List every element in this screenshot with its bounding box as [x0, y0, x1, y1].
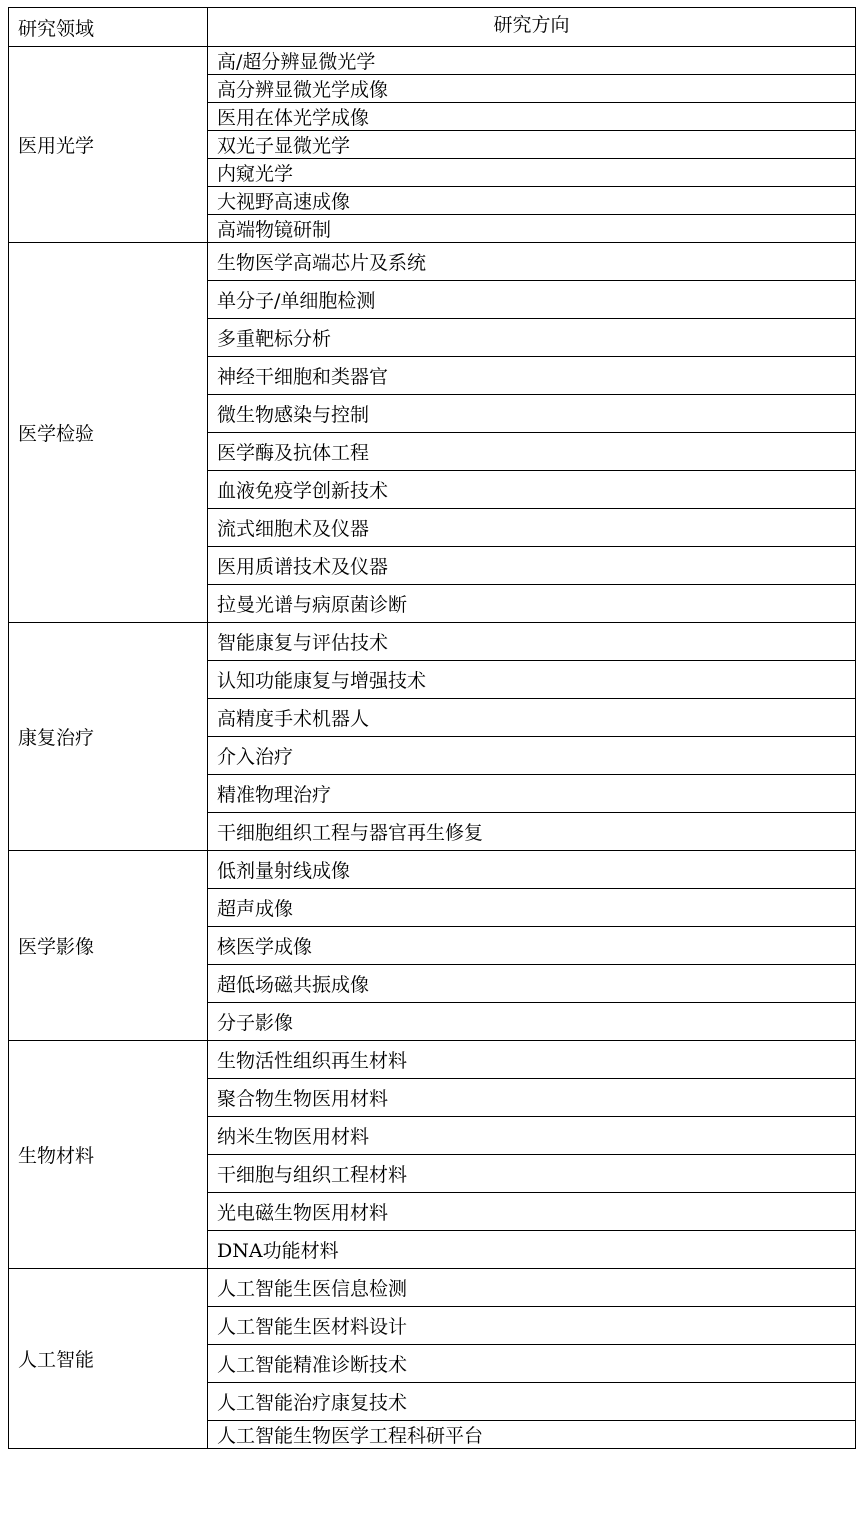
direction-cell: 多重靶标分析 [208, 319, 856, 357]
direction-cell: DNA功能材料 [208, 1231, 856, 1269]
direction-cell: 低剂量射线成像 [208, 851, 856, 889]
header-row [9, 8, 856, 47]
direction-cell: 血液免疫学创新技术 [208, 471, 856, 509]
table-row [9, 1041, 856, 1079]
direction-cell: 干细胞与组织工程材料 [208, 1155, 856, 1193]
table-row [9, 851, 856, 889]
header-direction: 研究方向 [208, 8, 856, 47]
direction-cell: 生物医学高端芯片及系统 [208, 243, 856, 281]
direction-cell: 介入治疗 [208, 737, 856, 775]
direction-cell: 聚合物生物医用材料 [208, 1079, 856, 1117]
table-row [9, 623, 856, 661]
field-cell-ai: 人工智能 [9, 1269, 208, 1449]
direction-cell: 双光子显微光学 [208, 131, 856, 159]
direction-cell: 认知功能康复与增强技术 [208, 661, 856, 699]
direction-cell: 单分子/单细胞检测 [208, 281, 856, 319]
research-table [8, 7, 856, 1449]
direction-cell: 光电磁生物医用材料 [208, 1193, 856, 1231]
header-field: 研究领域 [9, 8, 208, 47]
table-row [9, 47, 856, 75]
direction-cell: 人工智能生医材料设计 [208, 1307, 856, 1345]
field-cell-medical-imaging: 医学影像 [9, 851, 208, 1041]
direction-cell: 拉曼光谱与病原菌诊断 [208, 585, 856, 623]
direction-cell: 智能康复与评估技术 [208, 623, 856, 661]
direction-cell: 神经干细胞和类器官 [208, 357, 856, 395]
direction-cell: 超低场磁共振成像 [208, 965, 856, 1003]
direction-cell: 人工智能生物医学工程科研平台 [208, 1421, 856, 1449]
field-cell-medical-testing: 医学检验 [9, 243, 208, 623]
direction-cell: 核医学成像 [208, 927, 856, 965]
direction-cell: 大视野高速成像 [208, 187, 856, 215]
direction-cell: 分子影像 [208, 1003, 856, 1041]
direction-cell: 高/超分辨显微光学 [208, 47, 856, 75]
direction-cell: 高精度手术机器人 [208, 699, 856, 737]
direction-cell: 医学酶及抗体工程 [208, 433, 856, 471]
direction-cell: 人工智能治疗康复技术 [208, 1383, 856, 1421]
direction-cell: 精准物理治疗 [208, 775, 856, 813]
direction-cell: 超声成像 [208, 889, 856, 927]
field-cell-biomaterials: 生物材料 [9, 1041, 208, 1269]
direction-cell: 流式细胞术及仪器 [208, 509, 856, 547]
direction-cell: 微生物感染与控制 [208, 395, 856, 433]
field-cell-medical-optics: 医用光学 [9, 47, 208, 243]
direction-cell: 生物活性组织再生材料 [208, 1041, 856, 1079]
direction-cell: 人工智能生医信息检测 [208, 1269, 856, 1307]
field-cell-rehab-therapy: 康复治疗 [9, 623, 208, 851]
direction-cell: 干细胞组织工程与器官再生修复 [208, 813, 856, 851]
table-row [9, 243, 856, 281]
direction-cell: 高分辨显微光学成像 [208, 75, 856, 103]
direction-cell: 医用在体光学成像 [208, 103, 856, 131]
table-row [9, 1269, 856, 1307]
direction-cell: 人工智能精准诊断技术 [208, 1345, 856, 1383]
direction-cell: 内窥光学 [208, 159, 856, 187]
direction-cell: 医用质谱技术及仪器 [208, 547, 856, 585]
direction-cell: 高端物镜研制 [208, 215, 856, 243]
direction-cell: 纳米生物医用材料 [208, 1117, 856, 1155]
